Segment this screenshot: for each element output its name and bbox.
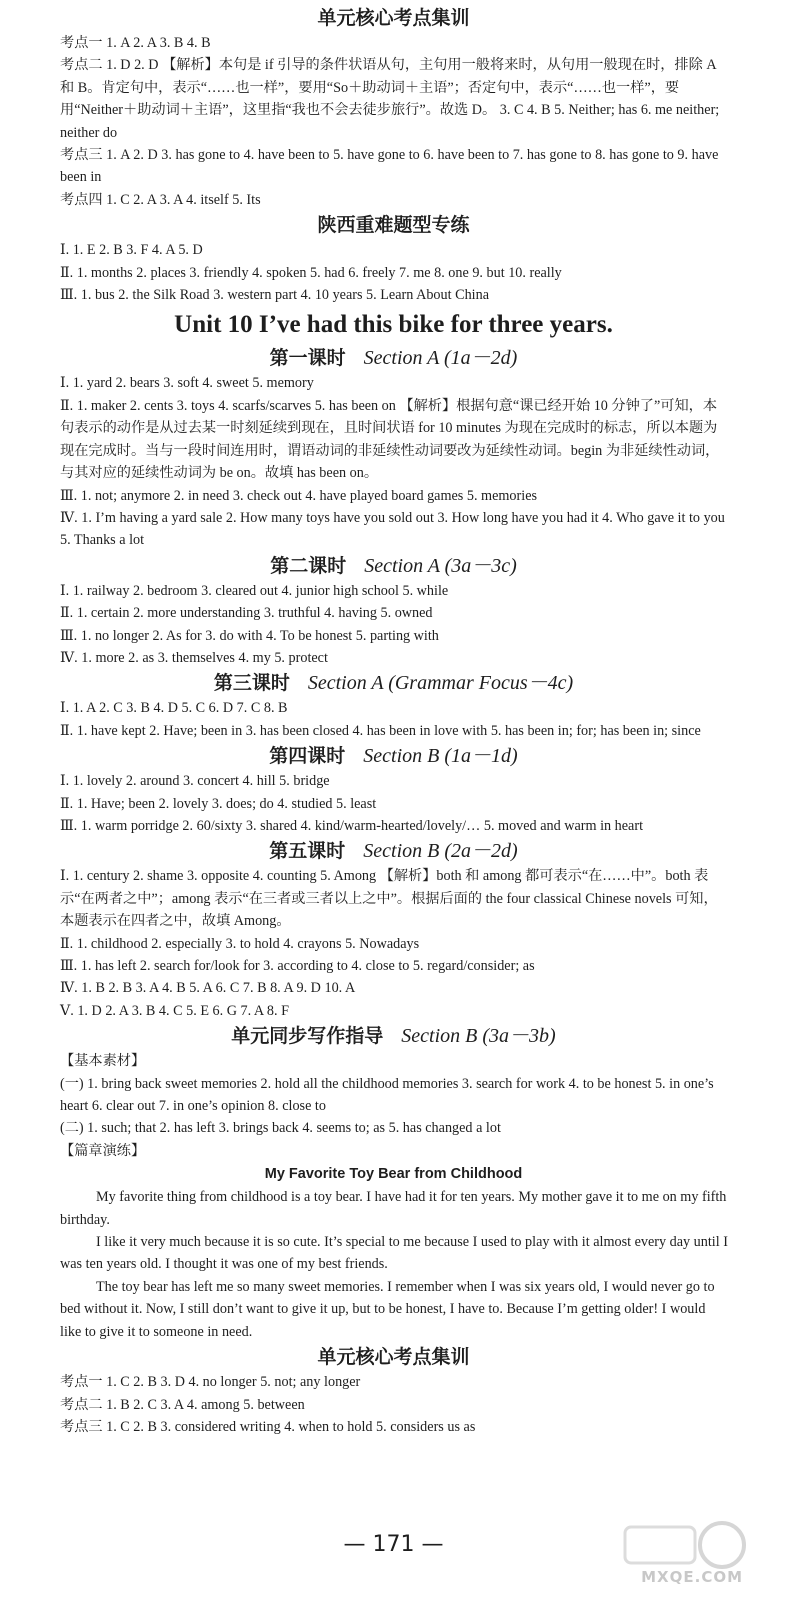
answer-line: 考点四 1. C 2. A 3. A 4. itself 5. Its (60, 191, 261, 208)
essay-paragraph: I like it very much because it is so cute. It’s special to me because I used to play with it almost every day until I was ten years old. I thought it was one of my best friends. (60, 1234, 728, 1273)
section-heading (0, 4, 787, 32)
answer-line: Ⅲ. 1. has left 2. search for/look for 3. according to 4. close to 5. regard/consider; as (60, 958, 535, 974)
answer-line: Ⅰ. 1. lovely 2. around 3. concert 4. hill 5. bridge (60, 773, 330, 790)
section-heading-text: 单元核心考点集训 (317, 7, 470, 29)
section-heading (0, 211, 787, 239)
answer-line: 考点一 1. C 2. B 3. D 4. no longer 5. not; any longer (60, 1374, 361, 1391)
answer-line: Ⅱ. 1. have kept 2. Have; been in 3. has been closed 4. has been in love with 5. has been in; for; has been in; since (60, 722, 701, 739)
section-heading (0, 552, 787, 580)
section-heading (0, 837, 787, 865)
answer-line: 【篇章演练】 (60, 1142, 146, 1159)
answer-line: 考点二 1. D 2. D 【解析】本句是 if 引导的条件状语从句，主句用一般将来时，从句用一般现在时，排除 A 和 B。肯定句中，表示“……也一样”，要用“So＋助动词＋主语”；否定句中，表示“……也一样”，要用“Neither＋助动词＋主语”，这里指“我也不会去徒步旅行”。故选 D。 3. C 4. B 5. Neither; has 6. me neither; neither do (60, 57, 720, 141)
section-heading-text: 第三课时 (213, 672, 290, 695)
answer-line: Ⅲ. 1. warm porridge 2. 60/sixty 3. shared 4. kind/warm-hearted/lovely/… 5. moved and warm in heart (60, 817, 644, 834)
unit-title: Unit 10 I’ve had this bike for three years. (174, 311, 613, 339)
section-heading-subtitle: Section B (2a－2d) (363, 840, 518, 863)
section-heading (0, 1343, 787, 1371)
answer-line: 考点三 1. C 2. B 3. considered writing 4. when to hold 5. considers us as (60, 1418, 476, 1435)
section-heading-subtitle: Section A (Grammar Focus－4c) (307, 672, 574, 695)
section-heading (0, 1022, 787, 1050)
answer-line: Ⅳ. 1. I’m having a yard sale 2. How many toys have you sold out 3. How long have you had it 4. Who gave it to you 5. Thanks a lot (60, 509, 725, 549)
answer-line: Ⅱ. 1. maker 2. cents 3. toys 4. scarfs/scarves 5. has been on 【解析】根据句意“课已经开始 10 分钟了”可知，本句表示的动作是从过去某一时刻延续到现在，且时间状语 for 10 minutes 为现在完成时的标志，所以本题为现在完成时。当与一段时间连用时，谓语动词的非延续性动词要改为延续性动词。begin 为非延续性动词，与其对应的延续性动词为 be on。故填 has been on。 (60, 397, 720, 482)
essay-paragraph: My favorite thing from childhood is a toy bear. I have had it for ten years. My mother gave it to me on my fifth birthday. (60, 1189, 727, 1228)
answer-line: 考点二 1. B 2. C 3. A 4. among 5. between (60, 1396, 305, 1413)
essay-paragraph: The toy bear has left me so many sweet memories. I remember when I was six years old, I would never go to bed without it. Now, I still don’t want to give it up, but to be honest, I have to. Because I’m getting older! I would like to give it to someone in need. (60, 1278, 715, 1340)
section-heading-text: 陕西重难题型专练 (317, 214, 470, 237)
section-heading-text: 第二课时 (270, 554, 347, 577)
section-heading-text: 单元核心考点集训 (317, 1346, 470, 1369)
section-heading-text: 第五课时 (269, 840, 346, 863)
answer-line: Ⅱ. 1. certain 2. more understanding 3. truthful 4. having 5. owned (60, 605, 433, 622)
section-heading (0, 344, 787, 372)
answer-line: (一) 1. bring back sweet memories 2. hold all the childhood memories 3. search for work 4. to be honest 5. in one’s heart 6. clear out 7. in one’s opinion 8. close to (60, 1075, 714, 1115)
answer-line: Ⅰ. 1. A 2. C 3. B 4. D 5. C 6. D 7. C 8. B (60, 700, 288, 717)
answer-line: Ⅳ. 1. more 2. as 3. themselves 4. my 5. protect (60, 649, 328, 666)
section-heading-subtitle: Section B (3a－3b) (401, 1025, 556, 1048)
section-heading-text: 第四课时 (269, 745, 346, 768)
answer-line: Ⅳ. 1. B 2. B 3. A 4. B 5. A 6. C 7. B 8. A 9. D 10. A (60, 980, 356, 997)
answer-content-tail (0, 1343, 787, 1438)
section-heading-subtitle: Section B (1a－1d) (363, 745, 518, 768)
answer-line: Ⅰ. 1. century 2. shame 3. opposite 4. counting 5. Among 【解析】both 和 among 都可表示“在……中”。both 表示“在两者之中”；among 表示“在三者或三者以上之中”。根据后面的 the four classical Chinese novels 可知，本题表示在四者之中，故填 Among。 (60, 868, 718, 930)
answer-line: Ⅴ. 1. D 2. A 3. B 4. C 5. E 6. G 7. A 8. F (60, 1002, 289, 1019)
essay-title: My Favorite Toy Bear from Childhood (264, 1166, 523, 1183)
answer-line: 考点三 1. A 2. D 3. has gone to 4. have been to 5. have gone to 6. have been to 7. has gone to 8. has gone to 9. have been in (60, 147, 719, 186)
section-heading-subtitle: Section A (1a－2d) (363, 347, 518, 370)
section-heading (0, 742, 787, 770)
answer-line: Ⅱ. 1. months 2. places 3. friendly 4. spoken 5. had 6. freely 7. me 8. one 9. but 10. really (60, 264, 562, 281)
answer-line: 考点一 1. A 2. A 3. B 4. B (60, 35, 211, 51)
answer-line: Ⅲ. 1. bus 2. the Silk Road 3. western part 4. 10 years 5. Learn About China (60, 287, 489, 304)
answer-line: Ⅲ. 1. not; anymore 2. in need 3. check out 4. have played board games 5. memories (60, 487, 538, 504)
watermark-text: MXQE.COM (641, 1568, 743, 1586)
answer-line: 【基本素材】 (60, 1053, 146, 1070)
answer-line: (二) 1. such; that 2. has left 3. brings back 4. seems to; as 5. has changed a lot (60, 1120, 501, 1137)
section-heading-subtitle: Section A (3a－3c) (364, 554, 517, 577)
answer-line: Ⅱ. 1. Have; been 2. lovely 3. does; do 4. studied 5. least (60, 795, 377, 812)
answer-line: Ⅱ. 1. childhood 2. especially 3. to hold 4. crayons 5. Nowadays (60, 935, 420, 952)
section-heading (0, 669, 787, 697)
answer-line: Ⅰ. 1. E 2. B 3. F 4. A 5. D (60, 242, 203, 259)
page-number: — 171 — (343, 1532, 444, 1557)
section-heading-text: 单元同步写作指导 (231, 1025, 384, 1048)
model-essay (0, 1162, 787, 1343)
answer-line: Ⅰ. 1. railway 2. bedroom 3. cleared out 4. junior high school 5. while (60, 582, 449, 599)
answer-line: Ⅰ. 1. yard 2. bears 3. soft 4. sweet 5. memory (60, 375, 314, 392)
answer-line: Ⅲ. 1. no longer 2. As for 3. do with 4. To be honest 5. parting with (60, 627, 439, 644)
section-heading-text: 第一课时 (269, 347, 346, 370)
